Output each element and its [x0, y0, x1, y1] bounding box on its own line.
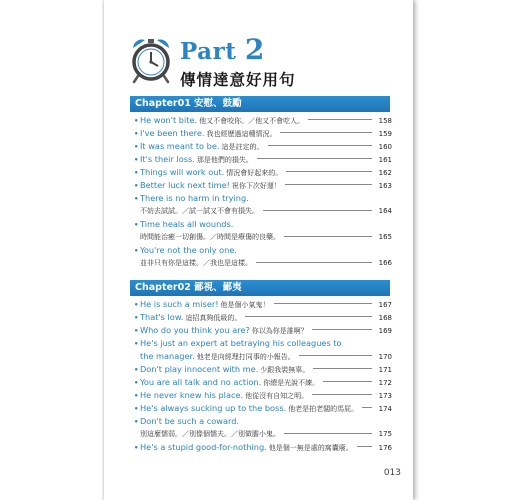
- entry-english: Who do you think you are?: [140, 325, 250, 335]
- chapter-entry-list: [134, 114, 392, 270]
- entry-chinese: 不妨去試試。／試一試又不會有損失。: [140, 207, 259, 215]
- list-item[interactable]: [134, 298, 392, 311]
- chapter-heading: Chapter02 鄙視、鄙夷: [130, 280, 390, 296]
- part-label: [180, 33, 265, 66]
- entry-english: He's just an expert at betraying his colleagues to: [140, 338, 342, 348]
- list-item[interactable]: [134, 127, 392, 140]
- bullet: •: [134, 366, 139, 374]
- entry-english: He won't bite.: [140, 115, 198, 125]
- leader-line: [285, 184, 372, 185]
- leader-line: [312, 329, 372, 330]
- leader-line: [280, 132, 372, 133]
- entry-chinese: 他老是向經理打同事的小報告。: [196, 353, 295, 361]
- entry-chinese: 你以為你是誰啊？: [251, 327, 308, 335]
- bullet: •: [134, 418, 139, 426]
- leader-line: [257, 158, 372, 159]
- entry-english: Don't play innocent with me.: [140, 364, 259, 374]
- leader-line: [286, 171, 372, 172]
- list-item[interactable]: [134, 376, 392, 389]
- bullet: •: [134, 247, 139, 255]
- list-item[interactable]: [134, 153, 392, 166]
- entry-chinese: 祝你下次好運！: [231, 182, 281, 190]
- bullet: •: [134, 392, 139, 400]
- bullet: •: [134, 379, 139, 387]
- leader-line: [268, 145, 372, 146]
- entry-english: It was meant to be.: [140, 141, 220, 151]
- leader-line: [284, 433, 372, 434]
- entry-page: 165: [378, 233, 392, 241]
- entry-english: Don't be such a coward.: [140, 416, 240, 426]
- bullet: •: [134, 182, 139, 190]
- entry-english: He is such a miser!: [140, 299, 219, 309]
- bullet: •: [134, 444, 139, 452]
- list-item[interactable]: [134, 402, 392, 415]
- part-header: [128, 33, 398, 89]
- entry-chinese: 少跟我裝無辜。: [260, 366, 310, 374]
- entry-english-continued: the manager.: [140, 351, 195, 361]
- entry-english: It's their loss.: [140, 154, 195, 164]
- entry-page: 171: [378, 366, 392, 374]
- entry-english: Better luck next time!: [140, 180, 230, 190]
- chapter-heading: Chapter01 安慰、鼓勵: [130, 96, 390, 112]
- entry-chinese: 他從沒有自知之明。: [245, 392, 309, 400]
- leader-line: [245, 316, 372, 317]
- list-item[interactable]: [134, 114, 392, 127]
- bullet: •: [134, 195, 139, 203]
- entry-english: Time heals all wounds.: [140, 219, 234, 229]
- entry-chinese: 別這麼懦弱。／別像個懦夫。／別做膽小鬼。: [140, 430, 280, 438]
- entry-english: He's a stupid good-for-nothing.: [140, 442, 267, 452]
- leader-line: [274, 303, 372, 304]
- entry-page: 170: [378, 353, 392, 361]
- list-item[interactable]: [134, 324, 392, 337]
- entry-english: There is no harm in trying.: [140, 193, 249, 203]
- entry-page: 163: [378, 182, 392, 190]
- entry-page: 161: [378, 156, 392, 164]
- bullet: •: [134, 156, 139, 164]
- leader-line: [323, 381, 372, 382]
- entry-chinese: 並非只有你是這樣。／我也是這樣。: [140, 259, 252, 267]
- part-title: 傳情達意好用句: [180, 71, 296, 89]
- entry-chinese: 你總是光說不練。: [263, 379, 320, 387]
- entry-page: 173: [378, 392, 392, 400]
- bullet: •: [134, 221, 139, 229]
- list-item[interactable]: [134, 363, 392, 376]
- entry-chinese: 時間能治癒一切創傷。／時間是療傷的良藥。: [140, 233, 280, 241]
- leader-line: [256, 262, 372, 263]
- list-item[interactable]: [134, 311, 392, 324]
- list-item[interactable]: [134, 218, 392, 244]
- bullet: •: [134, 169, 139, 177]
- list-item[interactable]: [134, 441, 392, 454]
- entry-english: That's low.: [140, 312, 184, 322]
- entry-page: 167: [378, 301, 392, 309]
- bullet: •: [134, 130, 139, 138]
- entry-chinese: 他是個一無是處的窩囊廢。: [268, 444, 353, 452]
- leader-line: [357, 446, 372, 447]
- entry-chinese: 他是個小氣鬼！: [220, 301, 270, 309]
- bullet: •: [134, 117, 139, 125]
- list-item[interactable]: [134, 179, 392, 192]
- leader-line: [312, 394, 372, 395]
- bullet: •: [134, 301, 139, 309]
- bullet: •: [134, 314, 139, 322]
- leader-line: [313, 368, 372, 369]
- alarm-clock-icon: [128, 36, 174, 84]
- entry-page: 164: [378, 207, 392, 215]
- list-item[interactable]: [134, 140, 392, 153]
- entry-page: 159: [378, 130, 392, 138]
- entry-page: 174: [378, 405, 392, 413]
- entry-page: 160: [378, 143, 392, 151]
- entry-page: 176: [378, 444, 392, 452]
- page-number: 013: [383, 468, 401, 478]
- entry-page: 172: [378, 379, 392, 387]
- bullet: •: [134, 405, 139, 413]
- leader-line: [362, 407, 372, 408]
- list-item[interactable]: [134, 166, 392, 179]
- entry-page: 168: [378, 314, 392, 322]
- entry-chinese: 我也經歷過這種情況。: [206, 130, 277, 138]
- leader-line: [299, 355, 372, 356]
- entry-chinese: 他老是拍老闆的馬屁。: [288, 405, 359, 413]
- entry-page: 169: [378, 327, 392, 335]
- part-word: Part: [180, 38, 237, 65]
- entry-english: I've been there.: [140, 128, 205, 138]
- chapter-entry-list: [134, 298, 392, 454]
- list-item[interactable]: [134, 337, 392, 363]
- list-item[interactable]: [134, 244, 392, 270]
- entry-chinese: 這招真夠低級的。: [185, 314, 242, 322]
- entry-chinese: 那是他們的損失。: [196, 156, 253, 164]
- entry-page: 175: [378, 430, 392, 438]
- entry-english: Things will work out.: [140, 167, 225, 177]
- entry-page: 158: [378, 117, 392, 125]
- entry-chinese: 這是註定的。: [221, 143, 264, 151]
- entry-english: You're not the only one.: [140, 245, 237, 255]
- entry-chinese: 他又不會咬你。／他又不會吃人。: [199, 117, 305, 125]
- leader-line: [284, 236, 372, 237]
- list-item[interactable]: [134, 192, 392, 218]
- entry-chinese: 情況會好起來的。: [226, 169, 283, 177]
- leader-line: [308, 119, 372, 120]
- bullet: •: [134, 327, 139, 335]
- entry-english: He's always sucking up to the boss.: [140, 403, 287, 413]
- part-number: 2: [244, 33, 265, 66]
- bullet: •: [134, 143, 139, 151]
- entry-page: 162: [378, 169, 392, 177]
- entry-english: He never knew his place.: [140, 390, 244, 400]
- entry-english: You are all talk and no action.: [140, 377, 262, 387]
- list-item[interactable]: [134, 415, 392, 441]
- entry-page: 166: [378, 259, 392, 267]
- bullet: •: [134, 340, 139, 348]
- leader-line: [263, 210, 372, 211]
- book-page: [104, 0, 413, 500]
- list-item[interactable]: [134, 389, 392, 402]
